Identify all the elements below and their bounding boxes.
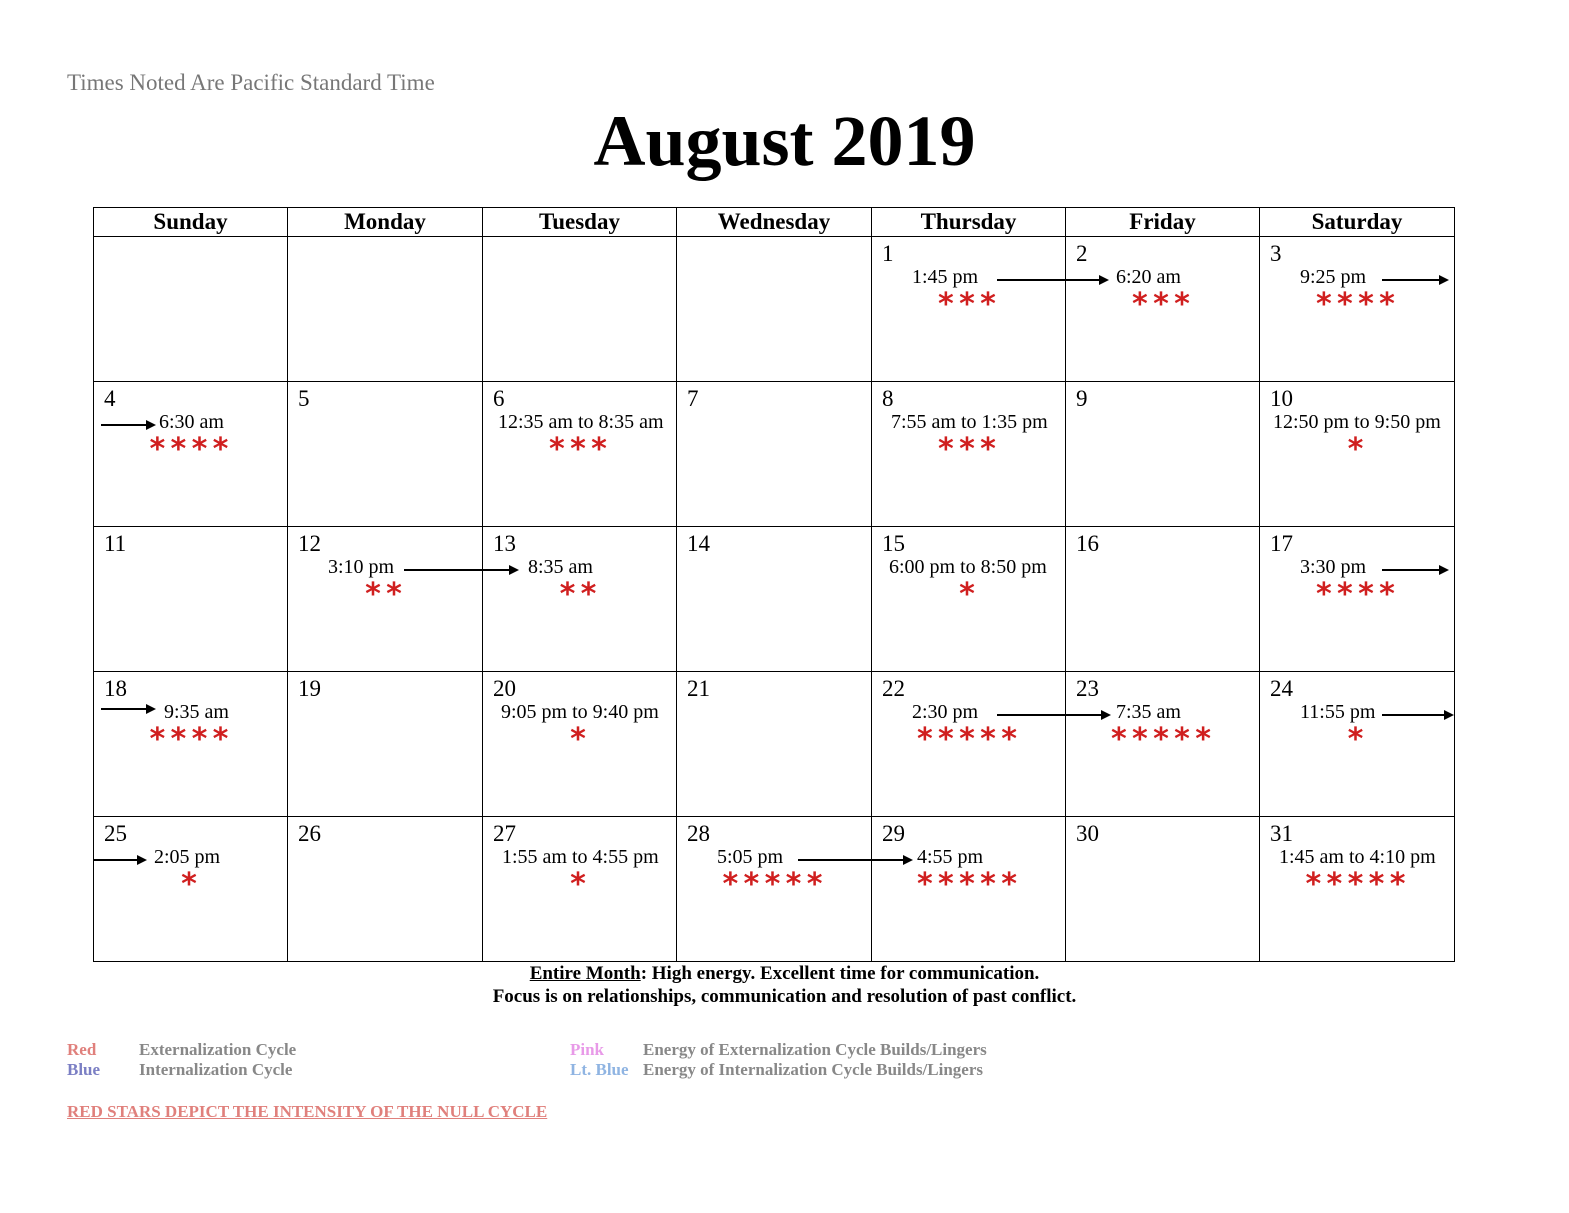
day-cell-16 — [1066, 527, 1260, 672]
day-cell-22 — [872, 672, 1066, 817]
day-number: 16 — [1076, 531, 1099, 556]
calendar-grid — [93, 207, 1455, 962]
arrow-right-icon — [1382, 275, 1449, 285]
legend-text-pink: Energy of Externalization Cycle Builds/Lingers — [643, 1040, 987, 1059]
intensity-stars: * — [568, 867, 591, 902]
week-row-5 — [94, 817, 1455, 962]
event-time: 6:20 am — [1116, 266, 1181, 288]
event-time: 1:45 am to 4:10 pm — [1279, 846, 1436, 868]
event-time: 4:55 pm — [917, 846, 984, 868]
month-summary — [0, 962, 1569, 1008]
day-cell-28 — [677, 817, 872, 962]
day-cell-20 — [483, 672, 677, 817]
day-number: 5 — [298, 386, 310, 411]
arrow-right-icon — [1382, 565, 1449, 575]
event-time: 6:00 pm to 8:50 pm — [889, 556, 1047, 578]
day-cell-9 — [1066, 382, 1260, 527]
event-time: 7:55 am to 1:35 pm — [891, 411, 1048, 433]
day-cell-29 — [872, 817, 1066, 962]
event-time: 7:35 am — [1116, 701, 1181, 723]
day-number: 30 — [1076, 821, 1099, 846]
day-number: 10 — [1270, 386, 1293, 411]
week-row-1 — [94, 237, 1455, 382]
intensity-stars: **** — [148, 432, 233, 467]
day-cell-2 — [1066, 237, 1260, 382]
intensity-stars: **** — [1314, 287, 1400, 322]
intensity-stars: * — [1346, 432, 1368, 467]
event-time: 9:05 pm to 9:40 pm — [501, 701, 659, 723]
intensity-stars: ** — [363, 577, 407, 612]
event-time: 3:30 pm — [1300, 556, 1367, 578]
day-cell-empty — [677, 237, 872, 382]
day-cell-26 — [288, 817, 483, 962]
summary-text: : High energy. Excellent time for communication. — [640, 963, 1040, 984]
day-number: 18 — [104, 676, 127, 701]
intensity-stars: ***** — [915, 722, 1022, 757]
day-number: 29 — [882, 821, 905, 846]
day-cell-23 — [1066, 672, 1260, 817]
day-number: 11 — [104, 531, 127, 556]
day-cell-empty — [288, 237, 483, 382]
event-time: 5:05 pm — [717, 846, 784, 868]
intensity-stars: *** — [936, 432, 1001, 467]
day-number: 15 — [882, 531, 905, 556]
day-number: 9 — [1076, 386, 1088, 411]
week-row-3 — [94, 527, 1455, 672]
day-cell-12 — [288, 527, 483, 672]
day-cell-1 — [872, 237, 1066, 382]
day-cell-13 — [483, 527, 677, 672]
day-cell-14 — [677, 527, 872, 672]
arrow-right-icon — [1382, 710, 1454, 720]
day-number: 21 — [687, 676, 710, 701]
event-time: 1:45 pm — [912, 266, 979, 288]
event-time: 2:30 pm — [912, 701, 979, 723]
day-cell-30 — [1066, 817, 1260, 962]
legend-key-red: Red — [67, 1040, 97, 1059]
day-cell-6 — [483, 382, 677, 527]
day-cell-19 — [288, 672, 483, 817]
event-time: 8:35 am — [528, 556, 593, 578]
day-cell-11 — [94, 527, 288, 672]
weekday-sunday: Sunday — [94, 208, 288, 237]
day-number: 17 — [1270, 531, 1293, 556]
day-cell-15 — [872, 527, 1066, 672]
day-number: 23 — [1076, 676, 1099, 701]
intensity-stars: ***** — [1109, 722, 1216, 757]
weekday-wednesday: Wednesday — [677, 208, 872, 237]
day-cell-24 — [1260, 672, 1455, 817]
intensity-stars: * — [179, 867, 202, 902]
day-cell-18 — [94, 672, 288, 817]
day-cell-empty — [483, 237, 677, 382]
intensity-stars: *** — [936, 287, 1001, 322]
day-number: 26 — [298, 821, 321, 846]
day-number: 31 — [1270, 821, 1293, 846]
day-number: 13 — [493, 531, 516, 556]
intensity-stars: * — [1346, 722, 1368, 757]
day-number: 3 — [1270, 241, 1282, 266]
event-time: 6:30 am — [159, 411, 224, 433]
day-number: 14 — [687, 531, 710, 556]
day-number: 24 — [1270, 676, 1293, 701]
day-cell-10 — [1260, 382, 1455, 527]
intensity-stars: * — [957, 577, 980, 612]
event-time: 1:55 am to 4:55 pm — [502, 846, 659, 868]
day-number: 4 — [104, 386, 116, 411]
weekday-tuesday: Tuesday — [483, 208, 677, 237]
day-number: 6 — [493, 386, 505, 411]
event-time: 12:35 am to 8:35 am — [498, 411, 664, 433]
weekday-friday: Friday — [1066, 208, 1260, 237]
summary-line-2: Focus is on relationships, communication and resolution of past conflict. — [492, 986, 1077, 1007]
timezone-note: Times Noted Are Pacific Standard Time — [67, 70, 435, 95]
day-number: 25 — [104, 821, 127, 846]
day-cell-17 — [1260, 527, 1455, 672]
day-number: 22 — [882, 676, 905, 701]
day-cell-27 — [483, 817, 677, 962]
legend-key-pink: Pink — [570, 1040, 605, 1059]
intensity-stars: **** — [1314, 577, 1400, 612]
event-time: 12:50 pm to 9:50 pm — [1273, 411, 1441, 433]
day-cell-4 — [94, 382, 288, 527]
intensity-stars: *** — [547, 432, 612, 467]
event-time: 2:05 pm — [154, 846, 221, 868]
day-cell-25 — [94, 817, 288, 962]
day-cell-empty — [94, 237, 288, 382]
intensity-stars: ***** — [915, 867, 1022, 902]
summary-line-1 — [0, 962, 1569, 985]
weekday-saturday: Saturday — [1260, 208, 1455, 237]
day-cell-8 — [872, 382, 1066, 527]
event-time: 11:55 pm — [1300, 701, 1376, 723]
intensity-stars: **** — [148, 722, 233, 757]
legend-text-blue: Internalization Cycle — [139, 1060, 293, 1079]
day-cell-7 — [677, 382, 872, 527]
weekday-monday: Monday — [288, 208, 483, 237]
weekday-header-row — [94, 208, 1455, 237]
event-time: 9:25 pm — [1300, 266, 1367, 288]
arrow-right-icon — [101, 420, 156, 430]
summary-label: Entire Month — [529, 963, 641, 984]
day-number: 7 — [687, 386, 699, 411]
day-number: 1 — [882, 241, 894, 266]
legend-text-red: Externalization Cycle — [139, 1040, 297, 1059]
day-number: 27 — [493, 821, 516, 846]
intensity-stars: * — [568, 722, 591, 757]
legend-key-ltblue: Lt. Blue — [570, 1060, 629, 1079]
day-cell-21 — [677, 672, 872, 817]
day-number: 20 — [493, 676, 516, 701]
week-row-2 — [94, 382, 1455, 527]
intensity-stars: *** — [1130, 287, 1195, 322]
event-time: 3:10 pm — [328, 556, 395, 578]
intensity-stars: ***** — [721, 867, 827, 902]
day-cell-3 — [1260, 237, 1455, 382]
legend-text-ltblue: Energy of Internalization Cycle Builds/Lingers — [643, 1060, 983, 1079]
week-row-4 — [94, 672, 1455, 817]
page-title: August 2019 — [593, 101, 976, 181]
day-number: 19 — [298, 676, 321, 701]
intensity-stars: ***** — [1304, 867, 1410, 902]
intensity-stars: ** — [558, 577, 601, 612]
day-number: 8 — [882, 386, 894, 411]
legend-key-blue: Blue — [67, 1060, 101, 1079]
day-number: 12 — [298, 531, 321, 556]
day-cell-31 — [1260, 817, 1455, 962]
arrow-right-icon — [101, 704, 156, 714]
day-cell-5 — [288, 382, 483, 527]
arrow-right-icon — [94, 855, 147, 865]
stars-note: RED STARS DEPICT THE INTENSITY OF THE NULL CYCLE — [67, 1102, 548, 1121]
day-number: 28 — [687, 821, 710, 846]
weekday-thursday: Thursday — [872, 208, 1066, 237]
day-number: 2 — [1076, 241, 1088, 266]
event-time: 9:35 am — [164, 701, 229, 723]
